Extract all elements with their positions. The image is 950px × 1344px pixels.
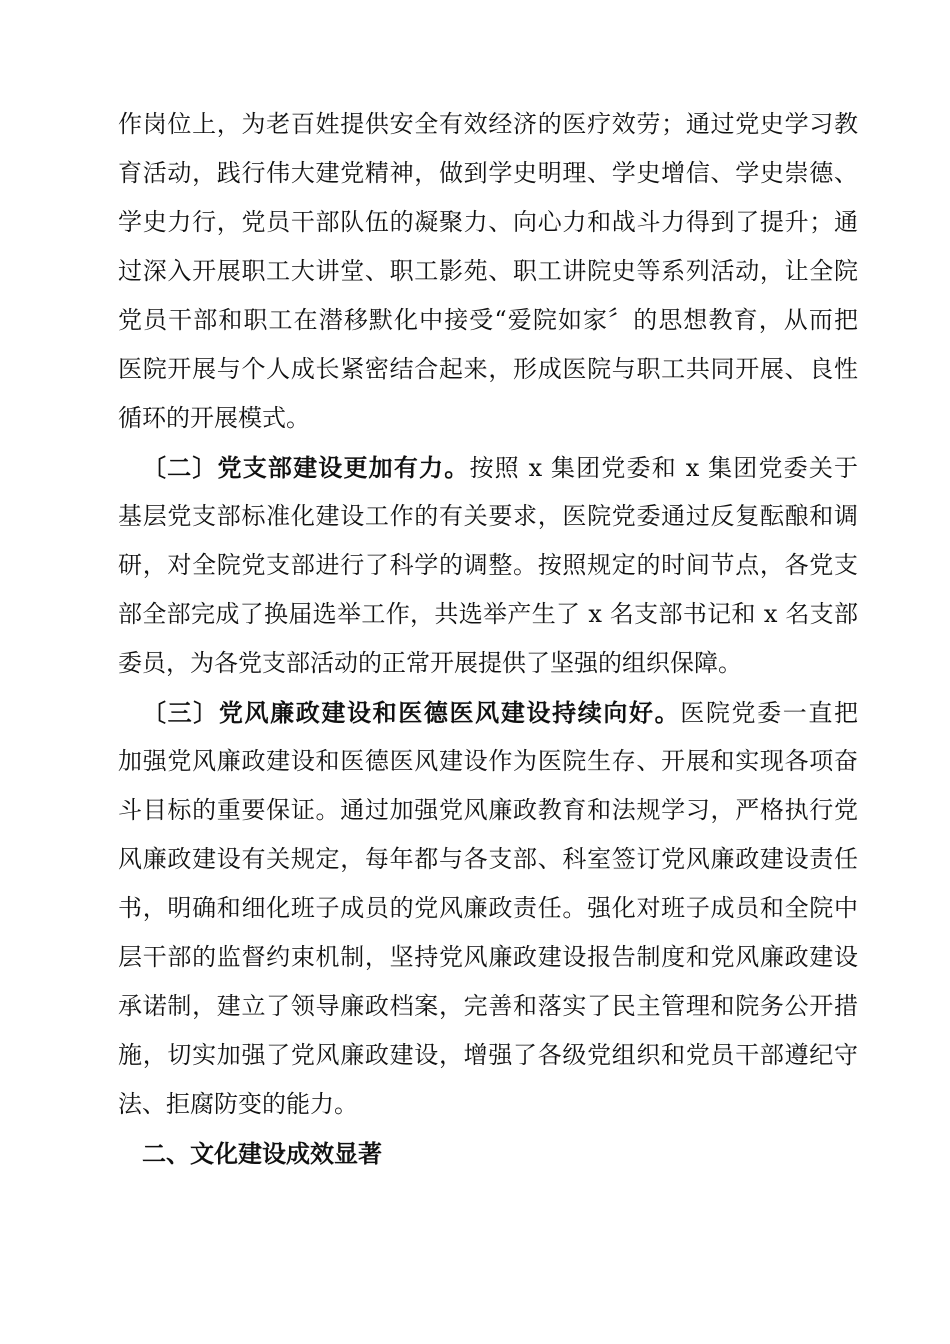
paragraph-line: 层干部的监督约束机制，坚持党风廉政建设报告制度和党风廉政建设 [118, 943, 858, 971]
paragraph-line: 施，切实加强了党风廉政建设，增强了各级党组织和党员干部遵纪守 [118, 1041, 858, 1069]
paragraph-line: 加强党风廉政建设和医德医风建设作为医院生存、开展和实现各项奋 [118, 747, 858, 775]
paragraph-line: 书，明确和细化班子成员的党风廉政责任。强化对班子成员和全院中 [118, 894, 858, 922]
paragraph-line: 循环的开展模式。 [118, 404, 310, 432]
paragraph-3 [118, 688, 858, 1129]
paragraph-line: 风廉政建设有关规定，每年都与各支部、科室签订党风廉政建设责任 [118, 845, 858, 873]
paragraph-1 [118, 100, 858, 443]
section-heading: 二、文化建设成效显著 [142, 1139, 382, 1168]
paragraph-text: 医院党委一直把 [680, 699, 859, 727]
document-body [118, 100, 858, 1178]
paragraph-line: 育活动，践行伟大建党精神，做到学史明理、学史增信、学史崇德、 [118, 159, 858, 187]
paragraph-line: 承诺制，建立了领导廉政档案，完善和落实了民主管理和院务公开措 [118, 992, 858, 1020]
paragraph-line: 研，对全院党支部进行了科学的调整。按照规定的时间节点，各党支 [118, 551, 858, 579]
paragraph-first-line [118, 443, 858, 492]
paragraph-line: 部全部完成了换届选举工作，共选举产生了 x 名支部书记和 x 名支部 [118, 600, 858, 628]
subsection-lead: 〔二〕党支部建设更加有力。 [142, 453, 470, 482]
paragraph-first-line [118, 688, 858, 737]
paragraph-line: 委员，为各党支部活动的正常开展提供了坚强的组织保障。 [118, 649, 742, 677]
paragraph-text: 按照 x 集团党委和 x 集团党委关于 [469, 454, 859, 482]
paragraph-line: 学史力行，党员干部队伍的凝聚力、向心力和战斗力得到了提升；通 [118, 208, 858, 236]
paragraph-line: 作岗位上，为老百姓提供安全有效经济的医疗效劳；通过党史学习教 [118, 110, 858, 138]
paragraph-line: 过深入开展职工大讲堂、职工影苑、职工讲院史等系列活动，让全院 [118, 257, 858, 285]
paragraph-line: 医院开展与个人成长紧密结合起来，形成医院与职工共同开展、良性 [118, 355, 858, 383]
paragraph-line: 法、拒腐防变的能力。 [118, 1090, 358, 1118]
subsection-lead: 〔三〕党风廉政建设和医德医风建设持续向好。 [142, 698, 681, 727]
paragraph-line: 斗目标的重要保证。通过加强党风廉政教育和法规学习，严格执行党 [118, 796, 858, 824]
paragraph-line: 基层党支部标准化建设工作的有关要求，医院党委通过反复酝酿和调 [118, 502, 858, 530]
paragraph-line: 党员干部和职工在潜移默化中接受“爱院如家〞的思想教育，从而把 [118, 306, 858, 334]
paragraph-2 [118, 443, 858, 688]
